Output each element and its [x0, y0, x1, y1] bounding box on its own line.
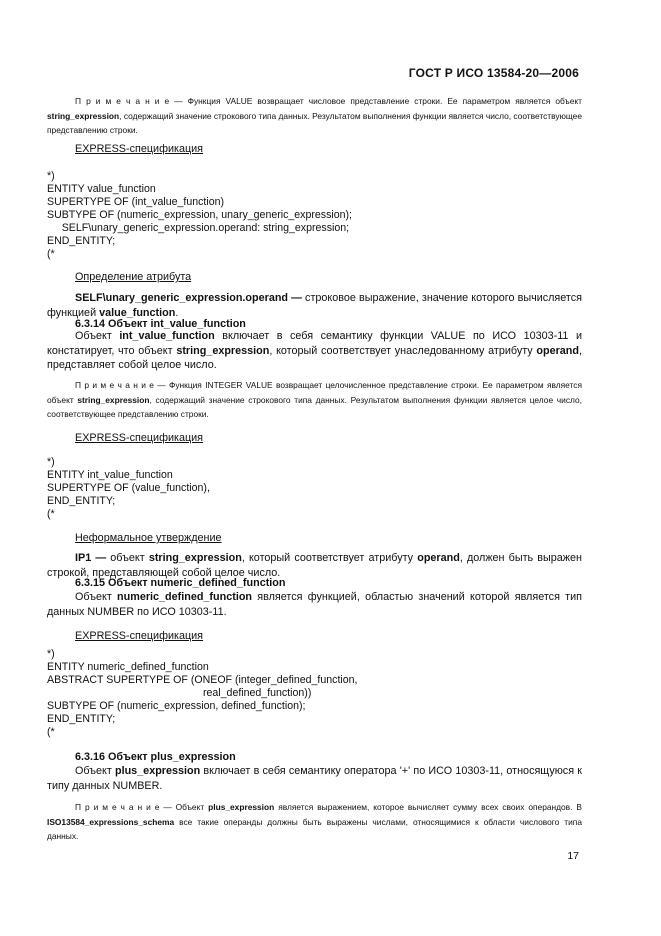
- section-text-6-3-14: Объект int_value_function включает в себя семантику функции VALUE по ИСО 10303-11 и констатирует, что объект string_expression, который соответствует унаследованному атрибуту operand, представляет собой целое число.: [47, 330, 582, 372]
- document-header: ГОСТ Р ИСО 13584-20—2006: [408, 66, 579, 80]
- note-plus-expression: П р и м е ч а н и е — Объект plus_expression является выражением, которое вычисляет сумму всех своих операндов. В ISO13584_expressions_schema все такие операнды должны быть выражены числами, относящимися к области числового типа данных.: [47, 802, 582, 841]
- note-integer-value: П р и м е ч а н и е — Функция INTEGER VALUE возвращает целочисленное представление строки. Ее параметром является объект string_expression, содержащий значение строкового типа данных. Результатом выполнения функции является целое число, соответствующее представлению строки.: [47, 380, 582, 419]
- express-spec-heading-1: EXPRESS-спецификация: [75, 143, 204, 155]
- informal-statement-heading: Неформальное утверждение: [75, 532, 222, 544]
- express-code-numeric-defined-function: *) ENTITY numeric_defined_function ABSTRACT SUPERTYPE OF (ONEOF (integer_defined_function, real_defined_function)) SUBTYPE OF (numeric_expression, defined_function); END_ENTITY; (*: [47, 648, 358, 738]
- express-code-value-function: *) ENTITY value_function SUPERTYPE OF (int_value_function) SUBTYPE OF (numeric_expression, unary_generic_expression); SELF\unary_generic_expression.operand: string_expression; END_ENTITY; (*: [47, 170, 352, 260]
- express-spec-heading-3: EXPRESS-спецификация: [75, 630, 204, 642]
- section-title-6-3-15: 6.3.15 Объект numeric_defined_function: [75, 577, 286, 589]
- section-text-6-3-15: Объект numeric_defined_function является функцией, областью значений которой является тип данных NUMBER по ИСО 10303-11.: [47, 591, 582, 618]
- express-spec-heading-2: EXPRESS-спецификация: [75, 432, 204, 444]
- section-title-6-3-16: 6.3.16 Объект plus_expression: [75, 751, 236, 763]
- informal-statement-text: IP1 — объект string_expression, который соответствует атрибуту operand, должен быть выражен строкой, представляющей собой целое число.: [47, 552, 582, 579]
- section-text-6-3-16: Объект plus_expression включает в себя семантику оператора '+' по ИСО 10303-11, относящуюся к типу данных NUMBER.: [47, 765, 582, 792]
- note-value-function: П р и м е ч а н и е — Функция VALUE возвращает числовое представление строки. Ее параметром является объект string_expression, содержащий значение строкового типа данных. Результатом выполнения функции является число, соответствующее представлению строки.: [47, 96, 582, 135]
- attribute-definition-text: SELF\unary_generic_expression.operand — строковое выражение, значение которого вычисляется функцией value_function.: [47, 292, 582, 319]
- express-code-int-value-function: *) ENTITY int_value_function SUPERTYPE OF (value_function), END_ENTITY; (*: [47, 456, 210, 520]
- page-number: 17: [567, 850, 579, 862]
- attribute-definition-heading: Определение атрибута: [75, 271, 192, 283]
- section-title-6-3-14: 6.3.14 Объект int_value_function: [75, 318, 246, 330]
